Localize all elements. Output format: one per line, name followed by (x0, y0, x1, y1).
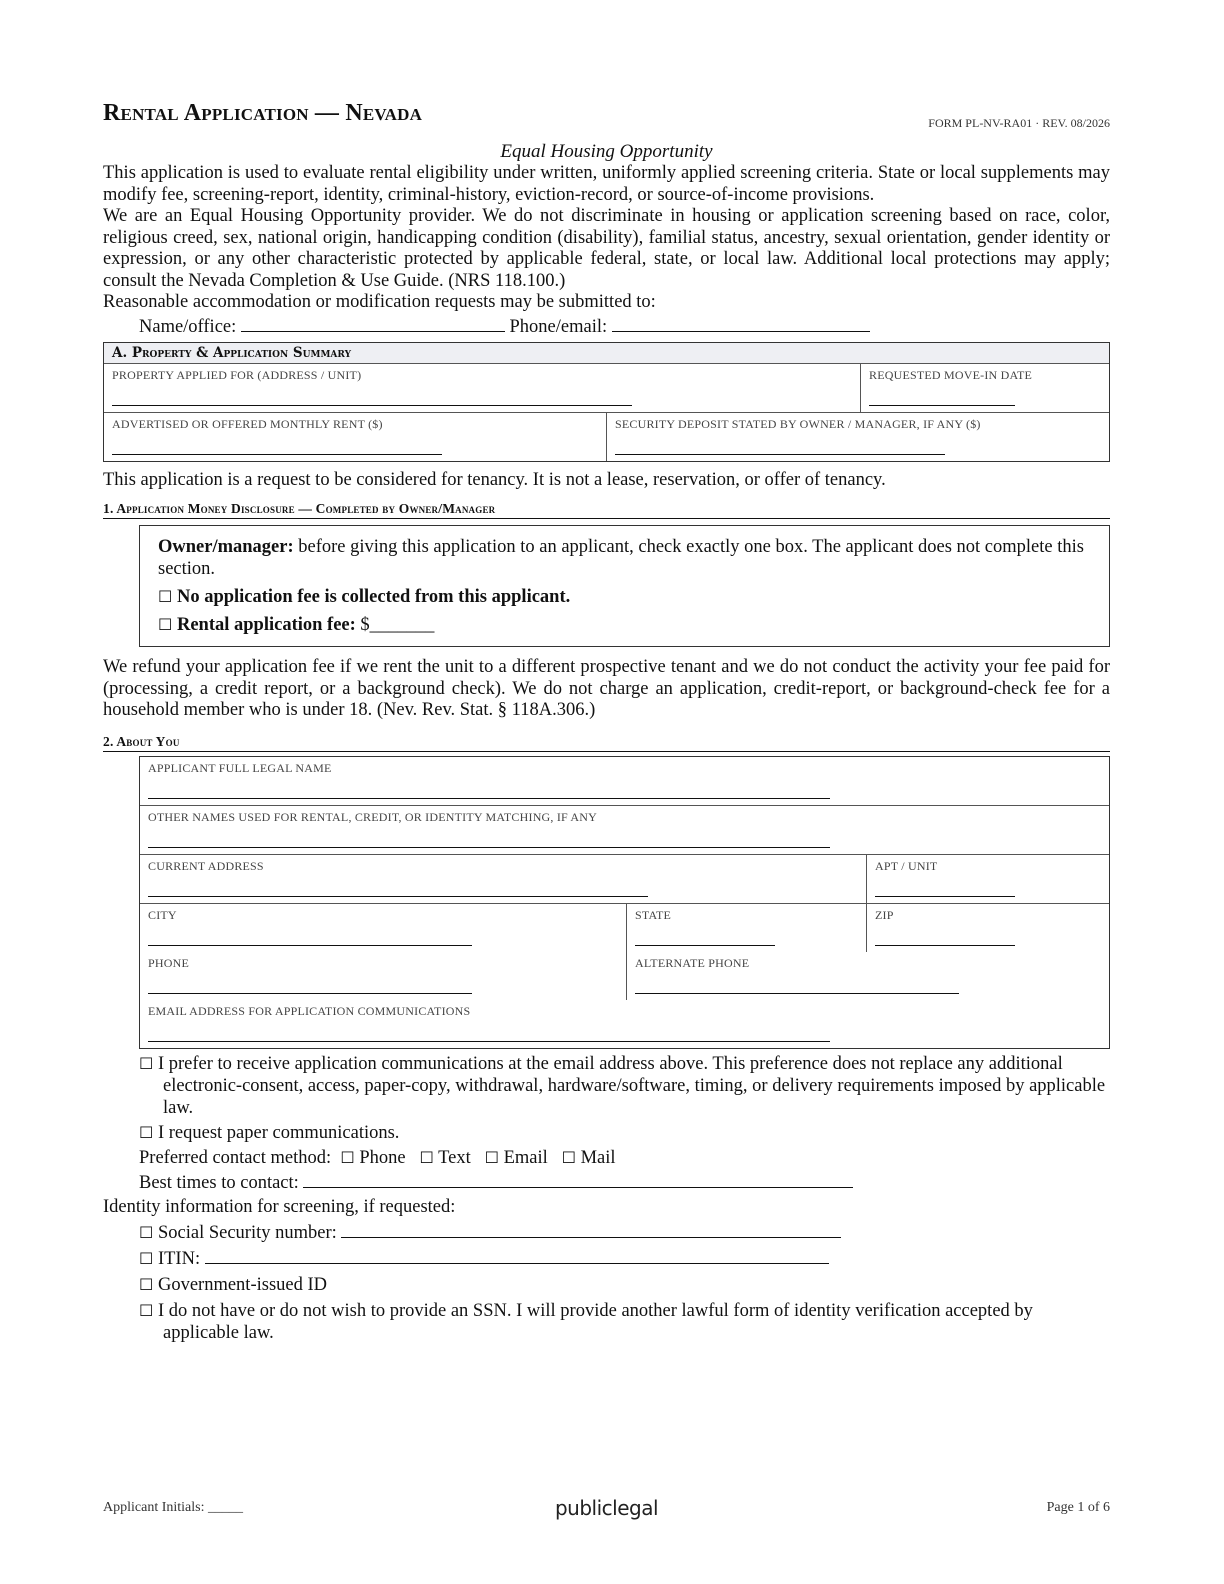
fee-amount-field[interactable]: $_______ (355, 615, 435, 635)
intro-paragraph-1: This application is used to evaluate rental eligibility under written, uniformly applied screening criteria. State or local supplements may modify fee, screening-report, identity, criminal-history, eviction-record, or source-of-income provisions. (103, 163, 1110, 205)
checkbox-icon[interactable]: ☐ (484, 1147, 499, 1167)
form-number: FORM PL-NV-RA01 · REV. 08/2026 (928, 116, 1110, 130)
full-name-cell[interactable] (140, 757, 1109, 806)
publiclegal-logo: publiclegal (554, 1496, 659, 1520)
about-you-table (140, 757, 1109, 1048)
phone-label: PHONE (148, 955, 190, 970)
section-2-heading: 2. About You (103, 734, 1110, 752)
initials-field[interactable]: Applicant Initials: _____ (103, 1500, 243, 1515)
email-cell[interactable] (140, 1000, 1109, 1048)
full-name-field[interactable] (148, 784, 830, 799)
alt-phone-field[interactable] (635, 979, 959, 994)
method-phone[interactable] (340, 1148, 405, 1168)
intro-paragraph-2: We are an Equal Housing Opportunity provider. We do not discriminate in housing or application screening based on race, color, religious creed, sex, national origin, handicapping condition (disability), familial status, ancestry, sexual orientation, gender identity or expression, or any other characteristic protected by applicable federal, state, or local law. Additional local protections may apply; consult the Nevada Completion & Use Guide. (NRS 118.100.) (103, 206, 1110, 291)
no-ssn-option[interactable] (139, 1300, 1110, 1344)
city-cell[interactable] (140, 903, 627, 952)
zip-cell[interactable] (867, 903, 1110, 952)
name-office-label: Name/office: (139, 316, 237, 337)
address-cell[interactable] (140, 854, 867, 903)
section-1-heading: 1. Application Money Disclosure — Completed by Owner/Manager (103, 501, 1110, 519)
refund-paragraph: We refund your application fee if we rent the unit to a different prospective tenant and we do not conduct the activity your fee paid for (processing, a credit report, or a background check). We do not charge an application, credit-report, or background-check fee for a household member who is under 18. (Nev. Rev. Stat. § 118A.306.) (103, 657, 1110, 720)
checkbox-icon[interactable]: ☐ (158, 587, 173, 606)
identity-options (139, 1222, 1110, 1344)
page-number: Page 1 of 6 (1046, 1500, 1110, 1515)
zip-label: ZIP (875, 907, 894, 922)
city-label: CITY (148, 907, 177, 922)
itin-option[interactable] (139, 1248, 1110, 1270)
fee-label: Rental application fee: (176, 615, 356, 635)
about-you-box (139, 756, 1110, 1049)
best-times-field[interactable] (303, 1173, 853, 1188)
address-label: CURRENT ADDRESS (148, 858, 264, 873)
intro-paragraph-3: Reasonable accommodation or modification requests may be submitted to: (103, 292, 656, 312)
apt-field[interactable] (875, 882, 1015, 897)
owner-disclosure-box (139, 525, 1110, 647)
phone-email-field[interactable] (612, 317, 870, 332)
checkbox-icon[interactable]: ☐ (561, 1147, 576, 1167)
contact-method-label: Preferred contact method: (139, 1147, 332, 1168)
ssn-field[interactable] (341, 1223, 841, 1238)
property-field[interactable] (112, 391, 632, 406)
checkbox-icon[interactable]: ☐ (139, 1248, 154, 1268)
page-footer (103, 1496, 1110, 1520)
movein-cell[interactable] (861, 364, 1110, 412)
email-field[interactable] (148, 1027, 830, 1042)
phone-cell[interactable] (140, 952, 627, 1000)
other-names-cell[interactable] (140, 805, 1109, 854)
owner-instruction-text: before giving this application to an applicant, check exactly one box. The applicant does not complete this section. (158, 537, 1084, 579)
other-names-label: OTHER NAMES USED FOR RENTAL, CREDIT, OR IDENTITY MATCHING, IF ANY (148, 809, 598, 824)
paper-option[interactable] (139, 1122, 1110, 1144)
section-a-heading: A. Property & Application Summary (104, 343, 1109, 364)
method-text[interactable] (419, 1148, 470, 1168)
full-name-label: APPLICANT FULL LEGAL NAME (148, 760, 332, 775)
method-email-label: Email (503, 1147, 548, 1168)
pref-email-option[interactable] (139, 1053, 1110, 1119)
accommodation-contact-line (139, 314, 1110, 340)
checkbox-icon[interactable]: ☐ (340, 1147, 355, 1167)
property-label: PROPERTY APPLIED FOR (ADDRESS / UNIT) (112, 367, 362, 382)
deposit-field[interactable] (615, 440, 945, 455)
method-mail[interactable] (562, 1148, 616, 1168)
page-title: Rental Application — Nevada (103, 100, 423, 126)
email-label: EMAIL ADDRESS FOR APPLICATION COMMUNICATIONS (148, 1003, 471, 1018)
method-mail-label: Mail (580, 1147, 616, 1168)
gov-id-option[interactable] (139, 1274, 1110, 1296)
ssn-option[interactable] (139, 1222, 1110, 1244)
method-text-label: Text (438, 1147, 471, 1168)
section-a-table-2 (104, 412, 1109, 461)
alt-phone-cell[interactable] (627, 952, 1110, 1000)
city-field[interactable] (148, 931, 472, 946)
identity-lead: Identity information for screening, if requested: (103, 1196, 456, 1217)
checkbox-icon[interactable]: ☐ (158, 615, 173, 634)
communication-options (139, 1053, 1110, 1194)
deposit-label: SECURITY DEPOSIT STATED BY OWNER / MANAGER, IF ANY ($) (615, 416, 981, 431)
contact-method-row (139, 1147, 1110, 1169)
movein-field[interactable] (869, 391, 1015, 406)
paper-label: I request paper communications. (157, 1122, 400, 1143)
checkbox-icon[interactable]: ☐ (419, 1147, 434, 1167)
state-label: STATE (635, 907, 672, 922)
deposit-cell[interactable] (607, 412, 1110, 461)
phone-email-label: Phone/email: (509, 316, 608, 337)
state-cell[interactable] (627, 903, 867, 952)
checkbox-icon[interactable]: ☐ (139, 1122, 154, 1142)
best-times-label: Best times to contact: (139, 1172, 299, 1193)
owner-instruction-bold: Owner/manager: (158, 537, 294, 557)
checkbox-icon[interactable]: ☐ (139, 1300, 154, 1320)
owner-instruction (158, 536, 1091, 580)
rent-field[interactable] (112, 440, 442, 455)
no-fee-option[interactable] (158, 586, 1091, 608)
address-field[interactable] (148, 882, 648, 897)
request-note: This application is a request to be considered for tenancy. It is not a lease, reservation, or offer of tenancy. (103, 469, 886, 490)
itin-field[interactable] (205, 1249, 829, 1264)
method-phone-label: Phone (359, 1147, 406, 1168)
phone-field[interactable] (148, 979, 472, 994)
apt-cell[interactable] (867, 854, 1110, 903)
subtitle: Equal Housing Opportunity (500, 141, 713, 162)
zip-field[interactable] (875, 931, 1015, 946)
state-field[interactable] (635, 931, 775, 946)
document-page (103, 100, 1110, 1344)
alt-phone-label: ALTERNATE PHONE (635, 955, 750, 970)
best-times-row (139, 1172, 1110, 1194)
pref-email-label: I prefer to receive application communications at the email address above. This preference does not replace any additional electronic-consent, access, paper-copy, withdrawal, hardware/software, timing, or delivery requirements imposed by applicable law. (157, 1053, 1106, 1118)
section-a-box (103, 342, 1110, 462)
itin-label: ITIN: (157, 1248, 201, 1269)
no-fee-label: No application fee is collected from this applicant. (176, 587, 571, 607)
name-office-field[interactable] (241, 317, 505, 332)
property-cell[interactable] (104, 364, 861, 412)
rent-label: ADVERTISED OR OFFERED MONTHLY RENT ($) (112, 416, 383, 431)
method-email[interactable] (485, 1148, 548, 1168)
other-names-field[interactable] (148, 833, 830, 848)
section-a-table (104, 364, 1109, 412)
ssn-label: Social Security number: (157, 1222, 337, 1243)
gov-id-label: Government-issued ID (157, 1274, 327, 1295)
checkbox-icon[interactable]: ☐ (139, 1274, 154, 1294)
checkbox-icon[interactable]: ☐ (139, 1053, 154, 1073)
movein-label: REQUESTED MOVE-IN DATE (869, 367, 1033, 382)
apt-label: APT / UNIT (875, 858, 938, 873)
fee-option[interactable] (158, 614, 1091, 636)
no-ssn-label: I do not have or do not wish to provide an SSN. I will provide another lawful form of identity verification accepted by applicable law. (157, 1300, 1033, 1343)
checkbox-icon[interactable]: ☐ (139, 1222, 154, 1242)
rent-cell[interactable] (104, 412, 607, 461)
